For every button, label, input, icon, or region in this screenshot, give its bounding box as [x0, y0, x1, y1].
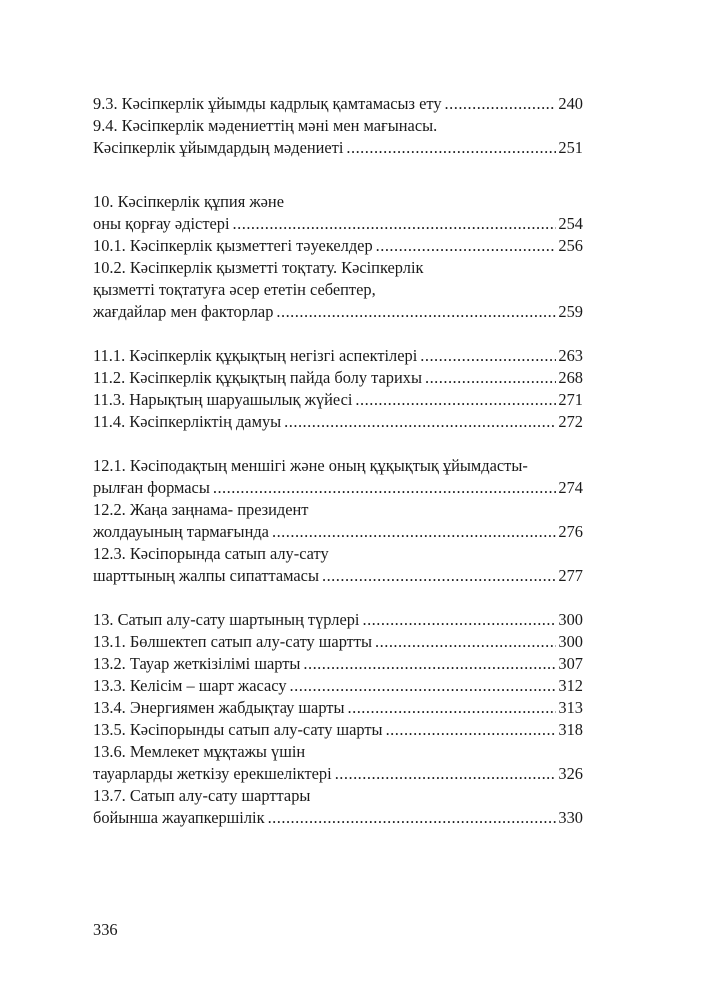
toc-entry-page: 276: [558, 522, 583, 541]
toc-entry-page: 326: [558, 764, 583, 783]
toc-entry-title: жағдайлар мен факторлар: [93, 302, 274, 321]
dot-leader: [290, 675, 557, 697]
toc-entry[interactable]: [93, 477, 583, 499]
toc-entry-title: 13.3. Келісім – шарт жасасу: [93, 676, 287, 695]
toc-entry[interactable]: [93, 213, 583, 235]
dot-leader: [346, 137, 556, 159]
toc-entry[interactable]: [93, 631, 583, 653]
toc-entry-page: 256: [558, 236, 583, 255]
toc-entry-title-line: 12.3. Кәсіпорында сатып алу-сату: [93, 544, 329, 563]
toc-entry[interactable]: [93, 389, 583, 411]
dot-leader: [276, 301, 556, 323]
toc-entry-page: 274: [558, 478, 583, 497]
dot-leader: [213, 477, 557, 499]
toc-entry-page: 300: [558, 632, 583, 651]
toc-entry[interactable]: [93, 411, 583, 433]
toc-entry[interactable]: [93, 609, 583, 631]
dot-leader: [445, 93, 557, 115]
toc-entry-page: 300: [558, 610, 583, 629]
toc-entry-page: 318: [558, 720, 583, 739]
dot-leader: [284, 411, 556, 433]
dot-leader: [348, 697, 557, 719]
toc-entry[interactable]: [93, 345, 583, 367]
toc-entry-page: 254: [558, 214, 583, 233]
toc-entry-title: бойынша жауапкершілік: [93, 808, 265, 827]
toc-entry-title-line: 12.2. Жаңа заңнама- президент: [93, 500, 309, 519]
toc-entry-title: оны қорғау әдістері: [93, 214, 230, 233]
toc-entry-page: 268: [558, 368, 583, 387]
dot-leader: [375, 631, 556, 653]
toc-entry[interactable]: [93, 565, 583, 587]
toc-entry-page: 251: [558, 138, 583, 157]
toc-entry-title-line: 12.1. Кәсіподақтың меншігі және оның құқықтық ұйымдасты-: [93, 456, 528, 475]
toc-entry[interactable]: [93, 521, 583, 543]
toc-entry-title-line: 10.2. Кәсіпкерлік қызметті тоқтату. Кәсіпкерлік: [93, 258, 424, 277]
toc-entry-page: 277: [558, 566, 583, 585]
toc-entry-page: 240: [558, 94, 583, 113]
toc-entry-page: 330: [558, 808, 583, 827]
toc-entry[interactable]: [93, 675, 583, 697]
toc-entry[interactable]: [93, 807, 583, 829]
toc-entry-title: 11.2. Кәсіпкерлік құқықтың пайда болу тарихы: [93, 368, 422, 387]
toc-entry[interactable]: [93, 301, 583, 323]
dot-leader: [355, 389, 556, 411]
toc-entry-title: тауарларды жеткізу ерекшеліктері: [93, 764, 332, 783]
toc-entry-title: рылған формасы: [93, 478, 210, 497]
toc-entry-title: 11.1. Кәсіпкерлік құқықтың негізгі аспектілері: [93, 346, 418, 365]
dot-leader: [386, 719, 557, 741]
toc-entry-title: 13.4. Энергиямен жабдықтау шарты: [93, 698, 345, 717]
toc-entry-page: 271: [558, 390, 583, 409]
toc-entry-page: 272: [558, 412, 583, 431]
dot-leader: [303, 653, 556, 675]
toc-entry-page: 313: [558, 698, 583, 717]
toc-entry-title: Кәсіпкерлік ұйымдардың мәдениеті: [93, 138, 344, 157]
table-of-contents: [93, 93, 583, 829]
toc-entry-title-line: қызметті тоқтатуға әсер ететін себептер,: [93, 280, 376, 299]
toc-entry-title-line: 13.7. Сатып алу-сату шарттары: [93, 786, 311, 805]
toc-entry-title-line: 9.4. Кәсіпкерлік мәдениеттің мәні мен мағынасы.: [93, 116, 438, 135]
toc-entry-title: 10.1. Кәсіпкерлік қызметтегі тәуекелдер: [93, 236, 373, 255]
toc-entry-title: 11.3. Нарықтың шаруашылық жүйесі: [93, 390, 353, 409]
toc-entry-title: 13.2. Тауар жеткізілімі шарты: [93, 654, 301, 673]
toc-entry-title-line: 13.6. Мемлекет мұқтажы үшін: [93, 742, 306, 761]
toc-entry-page: 259: [558, 302, 583, 321]
dot-leader: [322, 565, 556, 587]
page-number: 336: [93, 920, 118, 939]
toc-entry-title: жолдауының тармағында: [93, 522, 269, 541]
toc-entry[interactable]: [93, 697, 583, 719]
dot-leader: [420, 345, 556, 367]
toc-entry[interactable]: [93, 653, 583, 675]
toc-entry[interactable]: [93, 235, 583, 257]
toc-entry[interactable]: [93, 137, 583, 159]
toc-entry-title-line: 10. Кәсіпкерлік құпия және: [93, 192, 284, 211]
dot-leader: [272, 521, 556, 543]
dot-leader: [335, 763, 557, 785]
dot-leader: [362, 609, 556, 631]
toc-entry[interactable]: [93, 719, 583, 741]
toc-entry-page: 307: [558, 654, 583, 673]
dot-leader: [376, 235, 557, 257]
toc-entry-title: 13. Сатып алу-сату шартының түрлері: [93, 610, 360, 629]
dot-leader: [425, 367, 556, 389]
toc-entry[interactable]: [93, 367, 583, 389]
toc-entry-page: 263: [558, 346, 583, 365]
toc-entry-page: 312: [558, 676, 583, 695]
toc-entry-title: шарттының жалпы сипаттамасы: [93, 566, 319, 585]
dot-leader: [268, 807, 557, 829]
toc-entry-title: 13.5. Кәсіпорынды сатып алу-сату шарты: [93, 720, 383, 739]
toc-entry-title: 9.3. Кәсіпкерлік ұйымды кадрлық қамтамасыз ету: [93, 94, 442, 113]
toc-entry-title: 13.1. Бөлшектеп сатып алу-сату шартты: [93, 632, 373, 651]
toc-entry-title: 11.4. Кәсіпкерліктің дамуы: [93, 412, 282, 431]
toc-entry[interactable]: [93, 93, 583, 115]
dot-leader: [233, 213, 557, 235]
toc-entry[interactable]: [93, 763, 583, 785]
